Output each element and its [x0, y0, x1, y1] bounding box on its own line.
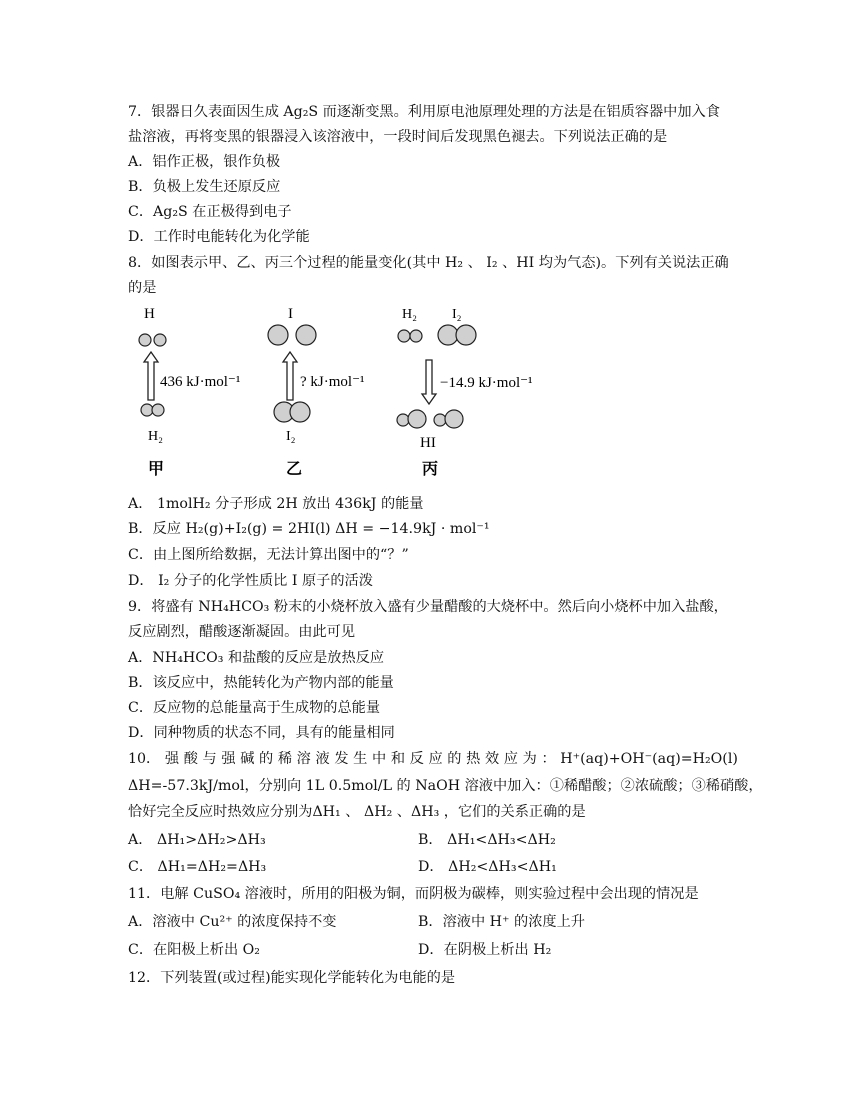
- i-atom-circle: [268, 325, 288, 345]
- q10-option-b: B． ΔH₁<ΔH₃<ΔH₂: [418, 832, 556, 848]
- q7-option-a: A．铝作正极，银作负极: [128, 154, 281, 170]
- bing-caption: 丙: [422, 461, 439, 478]
- q10-word: 为: [522, 751, 537, 767]
- h-atom-circle: [139, 334, 151, 346]
- q8-stem-line-1: 8．如图表示甲、乙、丙三个过程的能量变化(其中 H₂ 、 I₂ 、HI 均为气态)。下列有关说法正确: [128, 255, 729, 271]
- jia-caption: 甲: [148, 461, 165, 478]
- q9-option-d: D．同种物质的状态不同，具有的能量相同: [128, 725, 395, 741]
- q10-word: 稀: [277, 751, 293, 767]
- q11-option-c: C．在阳极上析出 O₂: [128, 942, 260, 958]
- bing-energy: −14.9 kJ·mol⁻¹: [440, 375, 533, 391]
- i2-molecule-circle: [438, 325, 458, 345]
- jia-energy: 436 kJ·mol⁻¹: [160, 374, 241, 390]
- q10-word: 热: [466, 751, 481, 767]
- hi-molecule-circle: [408, 410, 426, 428]
- q7-stem-line-1: 7．银器日久表面因生成 Ag₂S 而逐渐变黑。利用原电池原理处理的方法是在铝质容器中加入食: [128, 104, 720, 120]
- i2-molecule-circle: [456, 325, 476, 345]
- hi-molecule-circle: [434, 414, 446, 426]
- h2-molecule-circle: [398, 330, 410, 342]
- q10-stem-line-3: 恰好完全反应时热效应分别为ΔH₁ 、 ΔH₂ 、ΔH₃ ，它们的关系正确的是: [128, 804, 586, 820]
- q10-word: 10．: [128, 751, 161, 767]
- q10-option-d: D． ΔH₂<ΔH₃<ΔH₁: [418, 859, 557, 875]
- q10-word: ：: [541, 751, 556, 767]
- q10-stem-line-1: [128, 749, 738, 769]
- h-atom-circle: [154, 334, 166, 346]
- q10-word: 与: [202, 751, 217, 767]
- q11-option-b: B．溶液中 H⁺ 的浓度上升: [418, 914, 585, 930]
- q7-option-d: D．工作时电能转化为化学能: [128, 229, 310, 245]
- q10-word: 效: [484, 751, 500, 767]
- q10-word: 应: [503, 751, 518, 767]
- yi-energy: ? kJ·mol⁻¹: [300, 374, 365, 390]
- diagram-bing: [397, 307, 533, 478]
- q10-word: 溶: [296, 751, 311, 767]
- bing-bottom-label: HI: [420, 435, 436, 451]
- q12-stem: 12．下列装置(或过程)能实现化学能转化为电能的是: [128, 970, 456, 986]
- hi-molecule-circle: [397, 414, 409, 426]
- h2-molecule-circle: [410, 330, 422, 342]
- q10-word: 生: [353, 751, 368, 767]
- q8-stem-line-2: 的是: [128, 280, 157, 296]
- q10-word: 和: [390, 751, 406, 767]
- q10-option-a: A． ΔH₁>ΔH₂>ΔH₃: [128, 832, 266, 848]
- up-arrow-icon: [283, 352, 297, 400]
- energy-diagram: [128, 300, 568, 490]
- yi-top-label: I: [288, 306, 293, 322]
- h2-molecule-circle: [152, 404, 164, 416]
- q9-option-b: B．该反应中，热能转化为产物内部的能量: [128, 675, 394, 691]
- q11-option-a: A．溶液中 Cu²⁺ 的浓度保持不变: [128, 914, 337, 930]
- q9-stem-line-2: 反应剧烈，醋酸逐渐凝固。由此可见: [128, 624, 356, 640]
- diagram-yi: [268, 306, 365, 478]
- q9-option-c: C．反应物的总能量高于生成物的总能量: [128, 700, 381, 716]
- q10-stem-line-2: ΔH=-57.3kJ/mol，分别向 1L 0.5mol/L 的 NaOH 溶液中加入：①稀醋酸；②浓硫酸；③稀硝酸，: [128, 778, 763, 794]
- q10-word: 应: [428, 751, 443, 767]
- q7-stem-line-2: 盐溶液，再将变黑的银器浸入该溶液中，一段时间后发现黑色褪去。下列说法正确的是: [128, 129, 668, 145]
- q8-option-b: B．反应 H₂(g)+I₂(g) = 2HI(l) ΔH = −14.9kJ · mol⁻¹: [128, 521, 490, 537]
- down-arrow-icon: [422, 360, 436, 404]
- q10-word: 发: [334, 751, 349, 767]
- q10-word: 的: [447, 751, 462, 767]
- q10-word: 碱: [240, 751, 255, 767]
- bing-top-label-i2: I₂: [452, 307, 462, 322]
- q8-option-d: D． I₂ 分子的化学性质比 I 原子的活泼: [128, 573, 373, 589]
- q9-stem-line-1: 9．将盛有 NH₄HCO₃ 粉末的小烧杯放入盛有少量醋酸的大烧杯中。然后向小烧杯中加入盐酸，: [128, 599, 728, 615]
- q9-option-a: A．NH₄HCO₃ 和盐酸的反应是放热反应: [128, 650, 385, 666]
- yi-caption: 乙: [286, 461, 303, 478]
- q10-word: 酸: [183, 751, 198, 767]
- q10-word: 的: [259, 751, 274, 767]
- yi-bottom-label: I₂: [286, 429, 296, 444]
- q10-word: 中: [371, 751, 387, 767]
- q8-option-c: C．由上图所给数据，无法计算出图中的“？”: [128, 547, 409, 563]
- q7-option-b: B．负极上发生还原反应: [128, 179, 281, 195]
- q10-word: 反: [409, 751, 424, 767]
- i2-molecule-circle: [290, 402, 310, 422]
- hi-molecule-circle: [445, 410, 463, 428]
- q10-word: 液: [315, 751, 330, 767]
- diagram-jia: [139, 306, 240, 478]
- q11-stem: 11．电解 CuSO₄ 溶液时，所用的阳极为铜，而阴极为碳棒，则实验过程中会出现的情况是: [128, 886, 699, 902]
- up-arrow-icon: [144, 352, 158, 400]
- jia-top-label: H: [144, 306, 155, 322]
- q11-option-d: D．在阴极上析出 H₂: [418, 942, 552, 958]
- q10-equation: H⁺(aq)+OH⁻(aq)=H₂O(l): [560, 751, 738, 767]
- bing-top-label-h2: H₂: [402, 307, 417, 322]
- q10-option-c: C． ΔH₁=ΔH₂=ΔH₃: [128, 859, 267, 875]
- i-atom-circle: [296, 325, 316, 345]
- h2-molecule-circle: [141, 404, 153, 416]
- jia-bottom-label: H₂: [148, 429, 163, 444]
- q7-option-c: C．Ag₂S 在正极得到电子: [128, 204, 292, 220]
- q10-word: 强: [164, 751, 180, 767]
- q8-option-a: A． 1molH₂ 分子形成 2H 放出 436kJ 的能量: [128, 496, 424, 512]
- q10-word: 强: [221, 751, 236, 767]
